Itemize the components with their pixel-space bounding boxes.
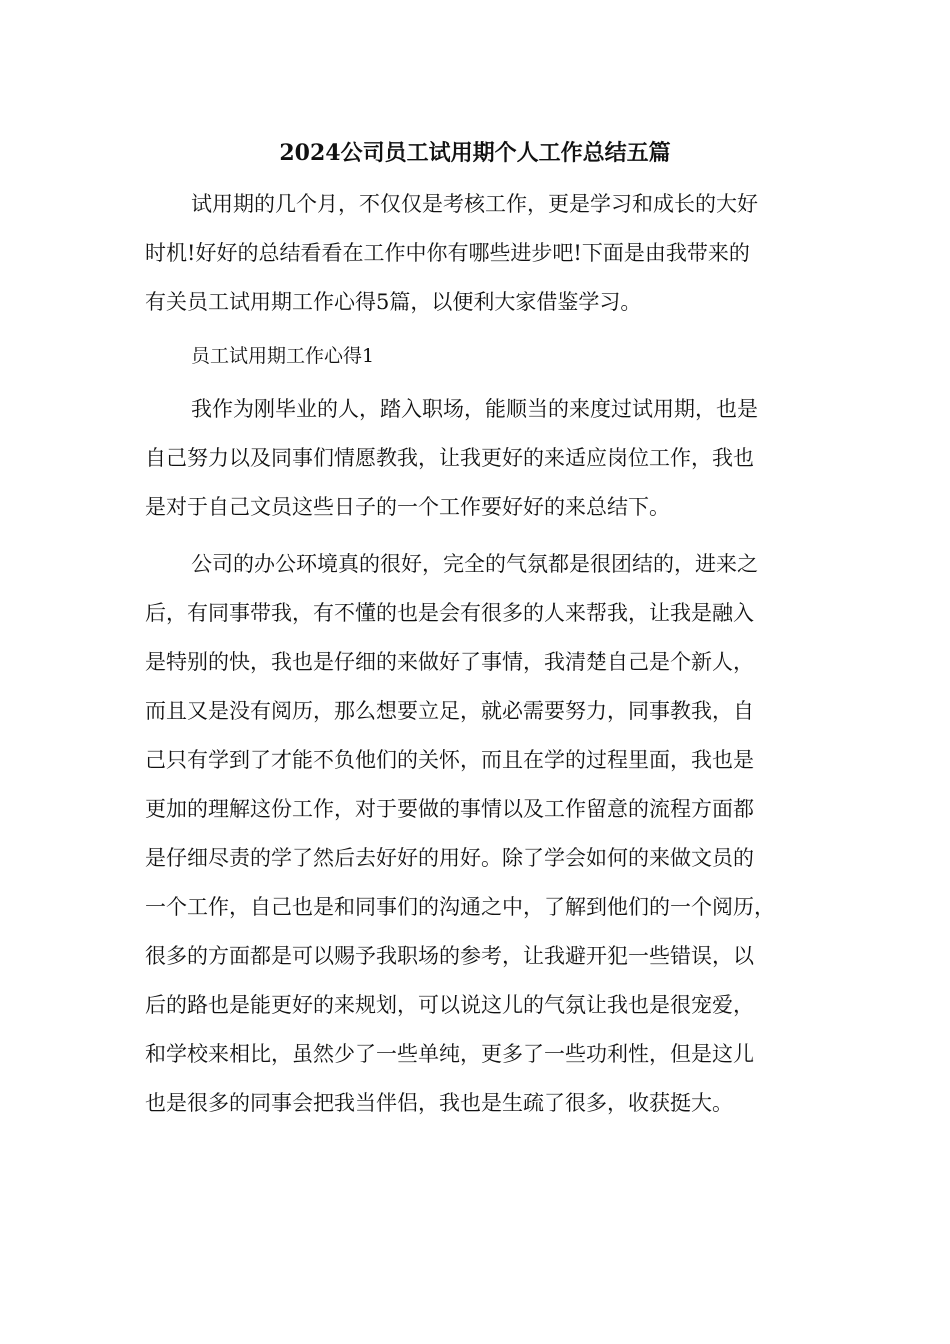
text-line: 也是很多的同事会把我当伴侣，我也是生疏了很多，收获挺大。: [145, 1091, 733, 1115]
text-line: 更加的理解这份工作，对于要做的事情以及工作留意的流程方面都: [145, 797, 754, 821]
document-body: [145, 180, 825, 1128]
text-line: 公司的办公环境真的很好，完全的气氛都是很团结的，进来之: [191, 552, 758, 576]
document-title: 2024公司员工试用期个人工作总结五篇: [279, 140, 671, 166]
paragraph-gap: [145, 532, 825, 540]
text-line: 后，有同事带我，有不懂的也是会有很多的人来帮我，让我是融入: [145, 601, 754, 625]
text-line: 有关员工试用期工作心得5篇，以便利大家借鉴学习。: [145, 290, 642, 314]
text-line: 自己努力以及同事们情愿教我，让我更好的来适应岗位工作，我也: [145, 446, 754, 470]
paragraph-1: [145, 385, 825, 532]
text-line: 试用期的几个月，不仅仅是考核工作，更是学习和成长的大好: [191, 192, 758, 216]
text-line: 很多的方面都是可以赐予我职场的参考，让我避开犯一些错误，以: [145, 944, 754, 968]
intro-paragraph: [145, 180, 825, 327]
text-line: 是仔细尽责的学了然后去好好的用好。除了学会如何的来做文员的: [145, 846, 754, 870]
text-line: 己只有学到了才能不负他们的关怀，而且在学的过程里面，我也是: [145, 748, 754, 772]
text-line: 我作为刚毕业的人，踏入职场，能顺当的来度过试用期，也是: [191, 397, 758, 421]
text-line: 一个工作，自己也是和同事们的沟通之中，了解到他们的一个阅历，: [145, 895, 775, 919]
section-heading: 员工试用期工作心得1: [191, 345, 375, 367]
text-line: 是特别的快，我也是仔细的来做好了事情，我清楚自己是个新人，: [145, 650, 754, 674]
text-line: 和学校来相比，虽然少了一些单纯，更多了一些功利性，但是这儿: [145, 1042, 754, 1066]
text-line: 而且又是没有阅历，那么想要立足，就必需要努力，同事教我，自: [145, 699, 754, 723]
paragraph-2: [145, 540, 825, 1128]
text-line: 时机!好好的总结看看在工作中你有哪些进步吧!下面是由我带来的: [145, 241, 750, 265]
text-line: 是对于自己文员这些日子的一个工作要好好的来总结下。: [145, 495, 670, 519]
text-line: 后的路也是能更好的来规划，可以说这儿的气氛让我也是很宠爱，: [145, 993, 754, 1017]
